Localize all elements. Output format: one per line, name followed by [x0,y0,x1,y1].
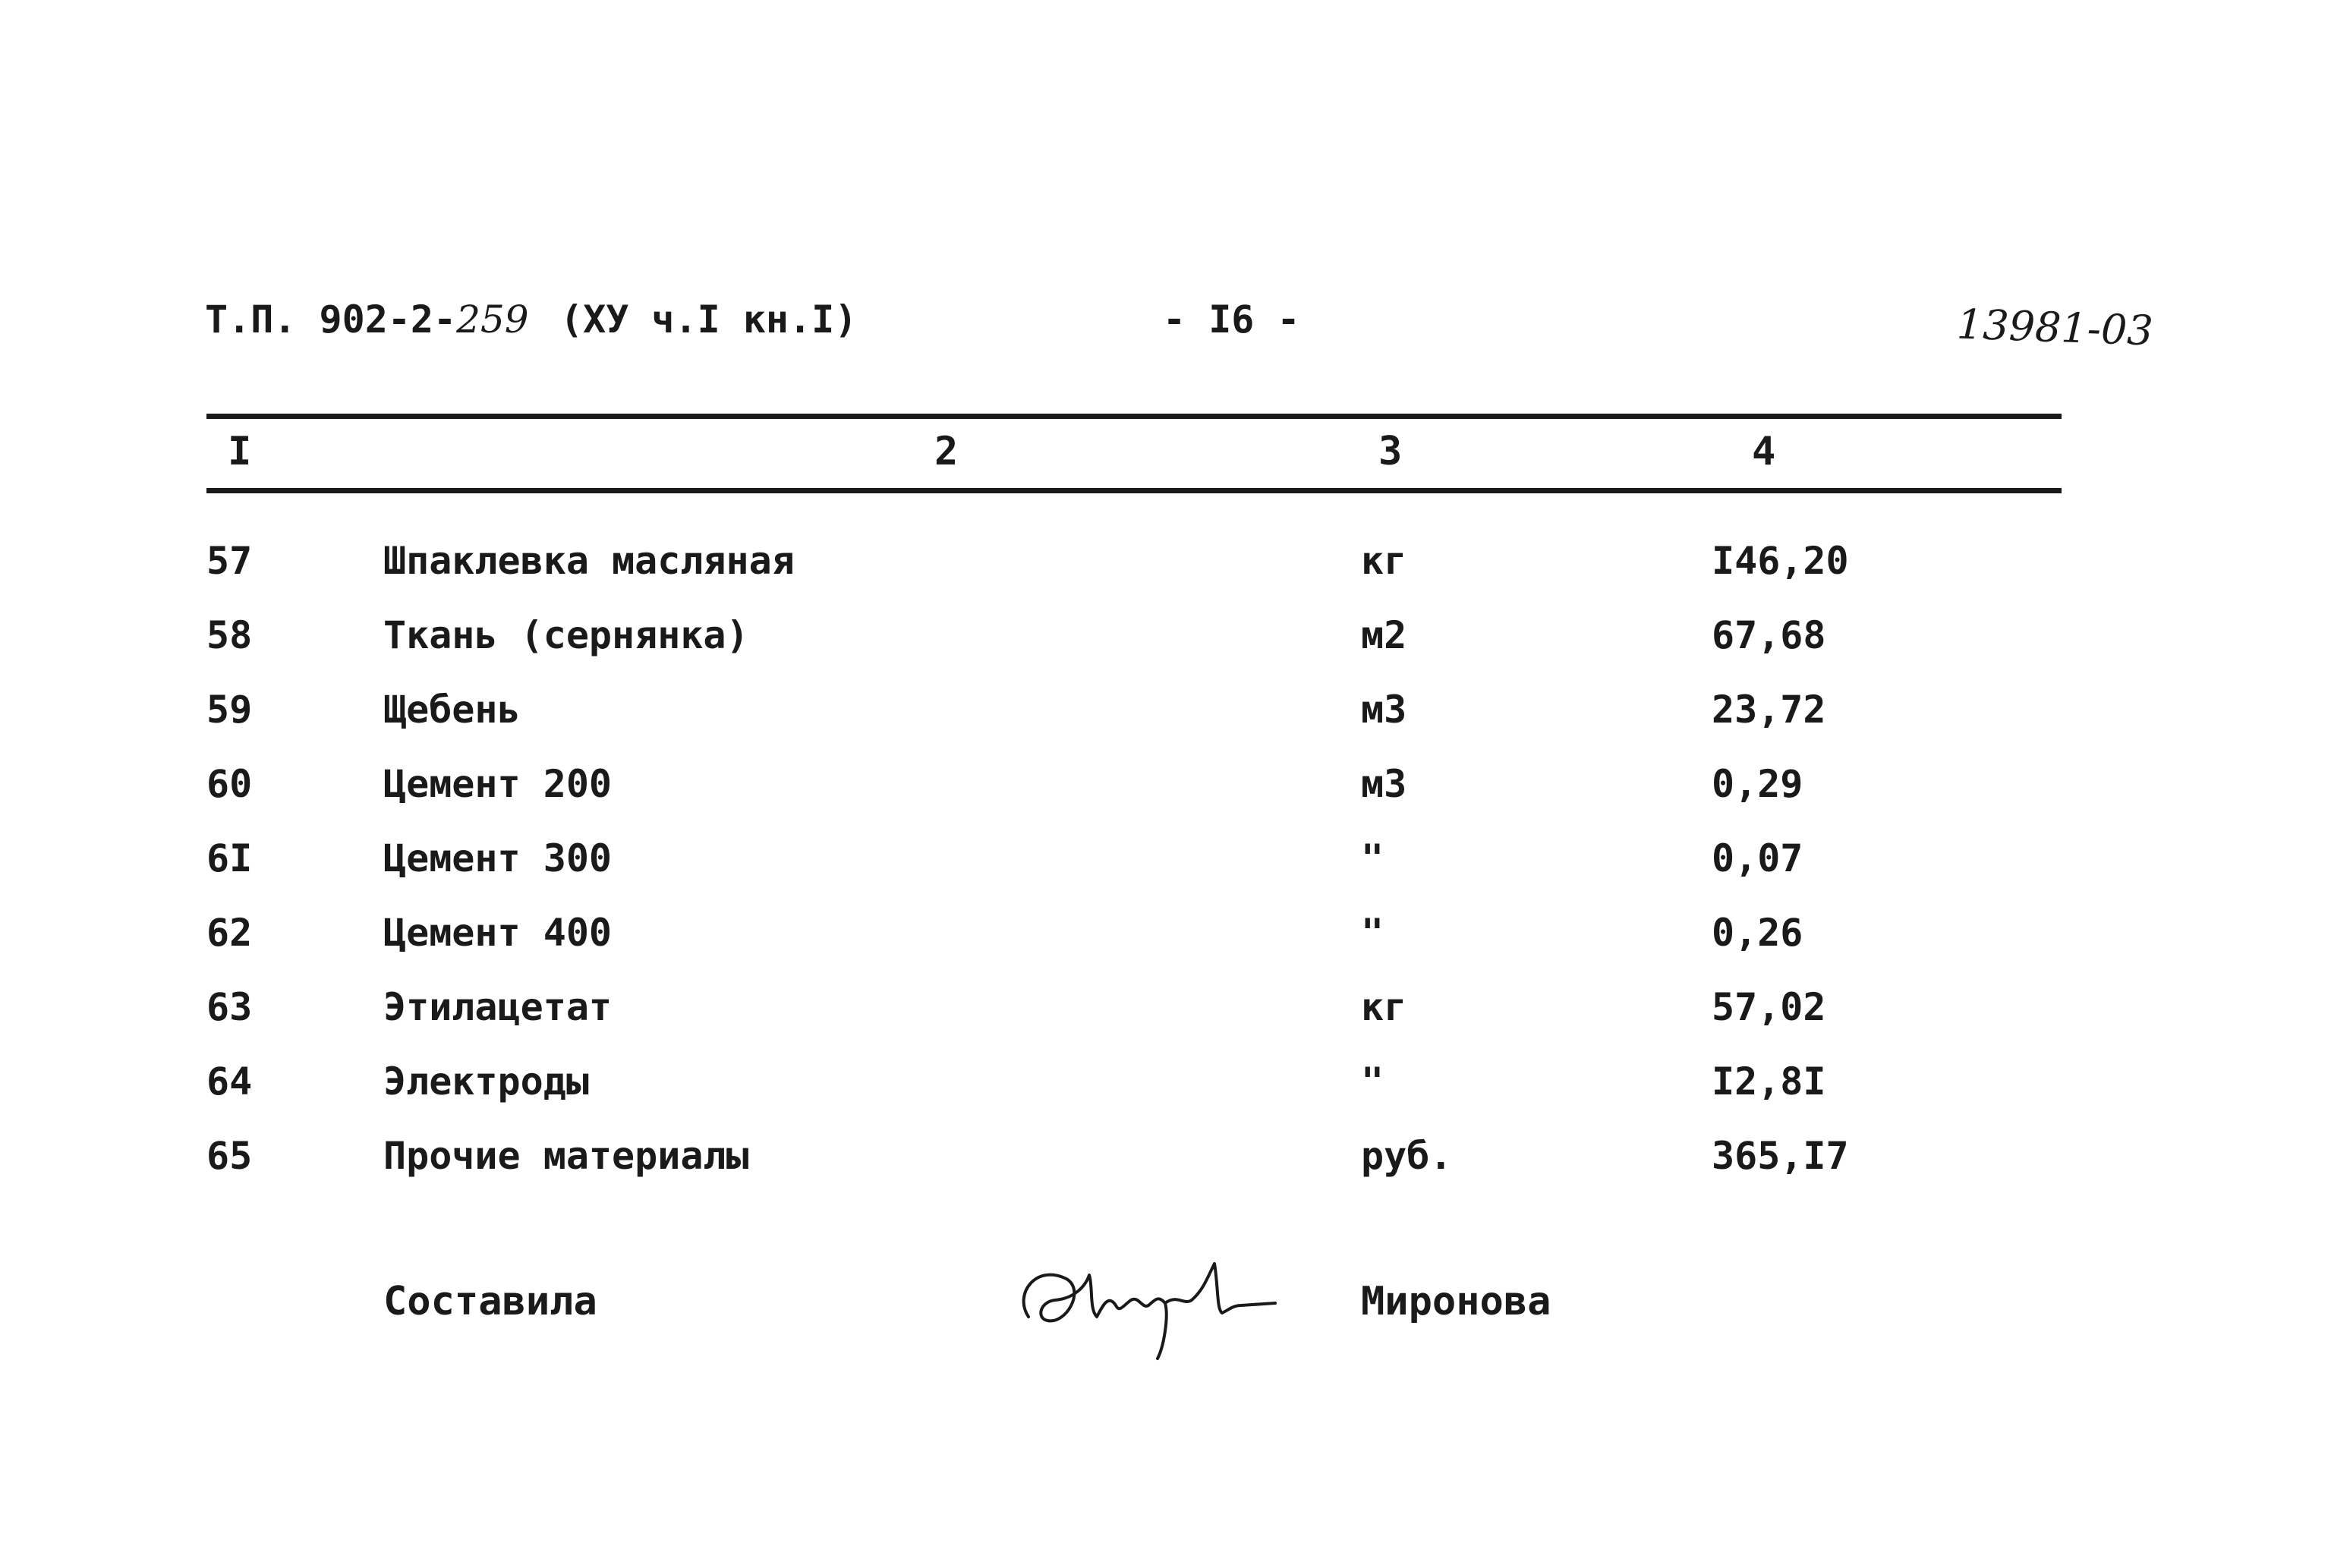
row-number: 62 [206,911,253,955]
material-name: Прочие материалы [383,1134,749,1178]
unit-ditto-mark: " [1361,836,1384,880]
material-name: Электроды [383,1060,589,1104]
material-name: Шпаклевка масляная [383,539,795,583]
page-number: - I6 - [1163,298,1300,342]
unit: кг [1361,985,1407,1029]
quantity: 23,72 [1712,688,1826,732]
document-code-handwritten-number: 259 [456,298,529,342]
material-name: Этилацетат [383,985,613,1029]
quantity: 0,26 [1712,911,1803,955]
row-number: 58 [206,613,253,657]
material-name: Цемент 300 [383,836,613,880]
unit: кг [1361,539,1407,583]
column-number-1: I [228,429,252,474]
row-number: 65 [206,1134,253,1178]
quantity: 0,29 [1712,762,1803,806]
quantity: I2,8I [1712,1060,1826,1104]
document-code [205,298,529,342]
row-number: 63 [206,985,253,1029]
quantity: I46,20 [1712,539,1849,583]
column-number-4: 4 [1752,429,1776,474]
handwritten-signature [1013,1233,1283,1366]
table-header-rule [206,488,2062,493]
quantity: 0,07 [1712,836,1803,880]
row-number: 6I [206,836,253,880]
unit-ditto-mark: " [1361,1060,1384,1104]
column-number-3: 3 [1378,429,1403,474]
material-name: Щебень [383,688,521,732]
unit: м3 [1361,762,1407,806]
column-number-2: 2 [934,429,959,474]
document-code-prefix: Т.П. 902-2- [205,298,457,342]
document-volume: (ХУ ч.I кн.I) [560,298,858,342]
compiled-by-label: Составила [383,1279,597,1324]
material-name: Цемент 200 [383,762,613,806]
quantity: 365,I7 [1712,1134,1849,1178]
row-number: 60 [206,762,253,806]
quantity: 67,68 [1712,613,1826,657]
compiler-name: Миронова [1361,1279,1551,1324]
row-number: 59 [206,688,253,732]
material-name: Цемент 400 [383,911,613,955]
unit: руб. [1361,1134,1453,1178]
material-name: Ткань (сернянка) [383,613,749,657]
row-number: 57 [206,539,253,583]
unit-ditto-mark: " [1361,911,1384,955]
archive-number-handwritten: 13981-03 [1955,300,2154,355]
quantity: 57,02 [1712,985,1826,1029]
unit: м3 [1361,688,1407,732]
row-number: 64 [206,1060,253,1104]
unit: м2 [1361,613,1407,657]
table-top-rule [206,414,2062,419]
